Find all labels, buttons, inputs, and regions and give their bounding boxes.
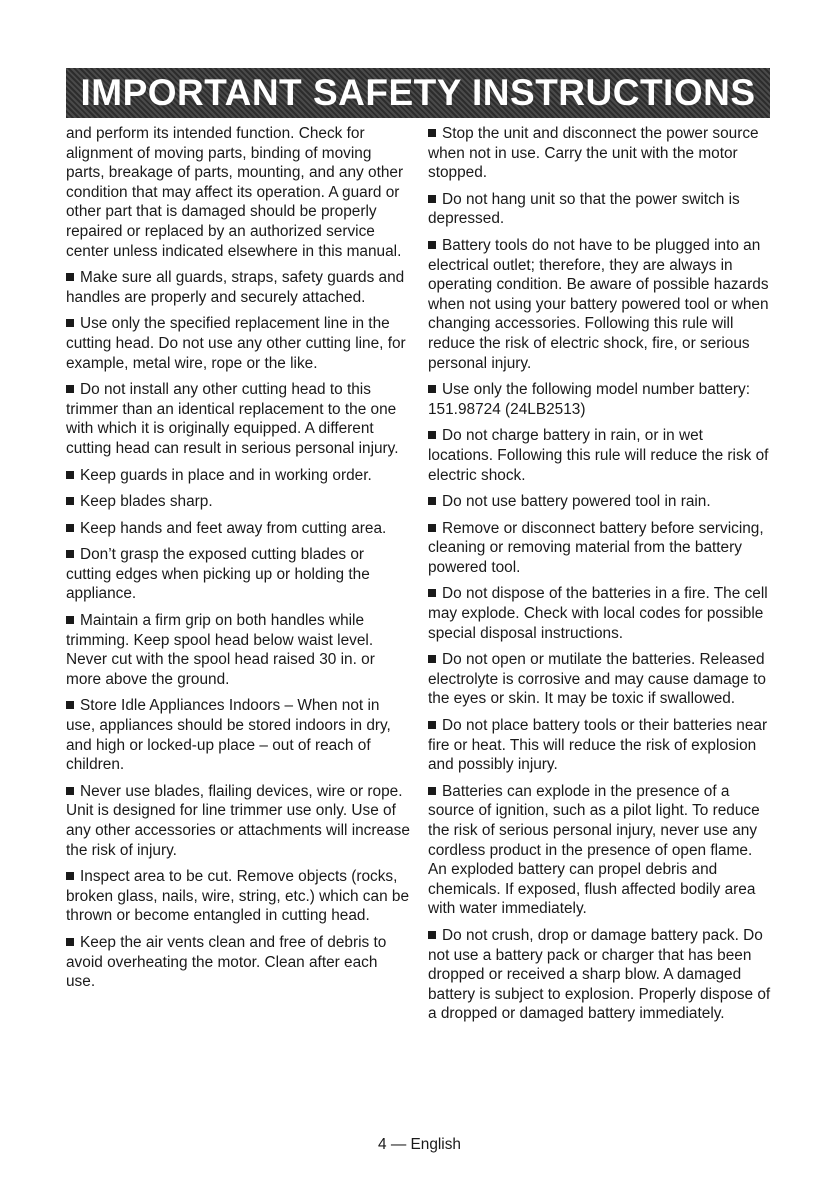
square-bullet-icon	[428, 524, 436, 532]
left-column	[66, 124, 410, 999]
list-item: Do not use battery powered tool in rain.	[428, 492, 772, 512]
list-item: Do not crush, drop or damage battery pack. Do not use a battery pack or charger that has been dropped or received a sharp blow. A damaged battery is subject to explosion. Properly dispose of a dropped or damaged battery immediately.	[428, 926, 771, 1023]
square-bullet-icon	[66, 273, 74, 281]
square-bullet-icon	[428, 721, 436, 729]
list-item: Do not open or mutilate the batteries. Released electrolyte is corrosive and may cause damage to the eyes or skin. It may be toxic if swallowed.	[428, 651, 766, 708]
list-item: Keep guards in place and in working order.	[66, 466, 410, 486]
right-column	[428, 124, 772, 1031]
list-item: Store Idle Appliances Indoors – When not in use, appliances should be stored indoors in dry, and high or locked-up place – out of reach of children.	[66, 697, 391, 774]
list-item: Maintain a firm grip on both handles while trimming. Keep spool head below waist level. Never cut with the spool head raised 30 in. or more above the ground.	[66, 612, 375, 688]
square-bullet-icon	[428, 431, 436, 439]
square-bullet-icon	[66, 471, 74, 479]
square-bullet-icon	[66, 550, 74, 558]
list-item: Do not dispose of the batteries in a fire. The cell may explode. Check with local codes for possible special disposal instructions.	[428, 585, 768, 642]
square-bullet-icon	[66, 319, 74, 327]
square-bullet-icon	[428, 787, 436, 795]
intro-paragraph: and perform its intended function. Check for alignment of moving parts, binding of moving parts, breakage of parts, mounting, and any other condition that may affect its operation. A guard or other part that is damaged should be properly repaired or replaced by an authorized service center unless indicated elsewhere in this manual.	[66, 125, 404, 260]
square-bullet-icon	[66, 787, 74, 795]
list-item: Use only the following model number battery: 151.98724 (24LB2513)	[428, 381, 750, 418]
list-item: Do not hang unit so that the power switch is depressed.	[428, 190, 740, 228]
square-bullet-icon	[66, 524, 74, 532]
list-item: Use only the specified replacement line in the cutting head. Do not use any other cutting line, for example, metal wire, rope or the like.	[66, 315, 406, 372]
square-bullet-icon	[66, 616, 74, 624]
square-bullet-icon	[428, 589, 436, 597]
square-bullet-icon	[66, 701, 74, 709]
list-item: Do not charge battery in rain, or in wet locations. Following this rule will reduce the risk of electric shock.	[428, 427, 769, 484]
square-bullet-icon	[66, 872, 74, 880]
square-bullet-icon	[66, 385, 74, 393]
square-bullet-icon	[66, 497, 74, 505]
list-item: Make sure all guards, straps, safety guards and handles are properly and securely attached.	[66, 269, 405, 306]
square-bullet-icon	[428, 385, 436, 393]
banner-title: IMPORTANT SAFETY INSTRUCTIONS	[80, 72, 756, 113]
safety-banner	[66, 68, 770, 118]
square-bullet-icon	[66, 938, 74, 946]
list-item: Inspect area to be cut. Remove objects (rocks, broken glass, nails, wire, string, etc.) which can be thrown or become entangled in cutting head.	[66, 868, 410, 925]
list-item: Do not install any other cutting head to this trimmer than an identical replacement to the one with which it is originally equipped. A different cutting head can result in serious personal injury.	[66, 381, 399, 457]
square-bullet-icon	[428, 497, 436, 505]
page-footer: 4 — English	[378, 1136, 461, 1153]
square-bullet-icon	[428, 931, 436, 939]
square-bullet-icon	[428, 195, 436, 203]
square-bullet-icon	[428, 241, 436, 249]
list-item: Keep blades sharp.	[66, 492, 410, 512]
list-item: Battery tools do not have to be plugged into an electrical outlet; therefore, they are always in operating condition. Be aware of possible hazards when not using your battery powered tool or when changing accessories. Following this rule will reduce the risk of electric shock, fire, or serious personal injury.	[428, 236, 769, 372]
square-bullet-icon	[428, 129, 436, 137]
list-item: Batteries can explode in the presence of a source of ignition, such as a pilot light. To reduce the risk of serious personal injury, never use any cordless product in the presence of open flame. An exploded battery can propel debris and chemicals. If exposed, flush affected bodily area with water immediately.	[428, 782, 760, 918]
list-item: Remove or disconnect battery before servicing, cleaning or removing material from the battery powered tool.	[428, 519, 764, 576]
list-item: Stop the unit and disconnect the power source when not in use. Carry the unit with the motor stopped.	[428, 125, 759, 182]
list-item: Keep the air vents clean and free of debris to avoid overheating the motor. Clean after each use.	[66, 933, 387, 991]
list-item: Don’t grasp the exposed cutting blades or cutting edges when picking up or holding the appliance.	[66, 546, 370, 603]
list-item: Never use blades, flailing devices, wire or rope. Unit is designed for line trimmer use only. Use of any other accessories or attachments will increase the risk of injury.	[66, 782, 410, 859]
list-item: Do not place battery tools or their batteries near fire or heat. This will reduce the risk of explosion and possibly injury.	[428, 717, 768, 774]
square-bullet-icon	[428, 655, 436, 663]
list-item: Keep hands and feet away from cutting area.	[66, 519, 410, 539]
